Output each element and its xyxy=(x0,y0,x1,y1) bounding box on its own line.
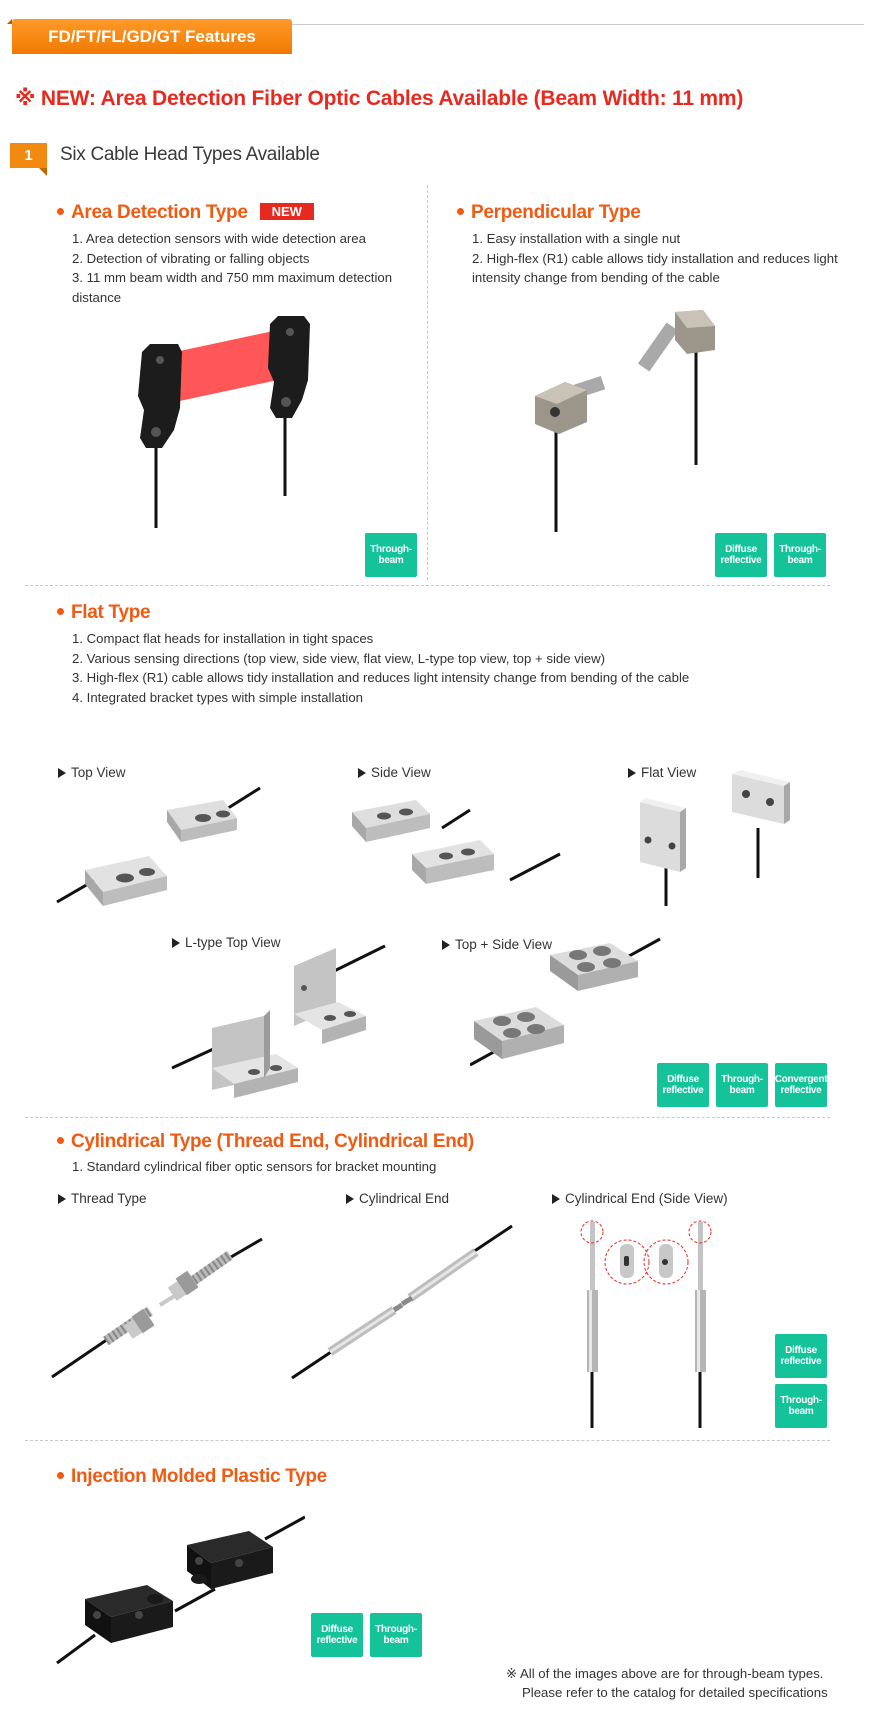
view-label-cyl-end: Cylindrical End xyxy=(346,1191,449,1206)
list-item: 4. Integrated bracket types with simple installation xyxy=(72,689,364,705)
tag-diffuse-reflective: Diffuse reflective xyxy=(657,1063,709,1107)
list-item: 2. Detection of vibrating or falling objects xyxy=(72,250,310,266)
cylindrical-end-image xyxy=(290,1210,515,1380)
tag-diffuse-reflective: Diffuse reflective xyxy=(775,1334,827,1378)
side-view-image xyxy=(350,770,570,900)
view-label-thread: Thread Type xyxy=(58,1191,147,1206)
thread-type-image xyxy=(50,1225,265,1385)
list-item: 3. High-flex (R1) cable allows tidy installation and reduces light intensity change from bending of the cable xyxy=(72,670,690,685)
flat-view-image xyxy=(630,768,800,908)
list-item: 1. Easy installation with a single nut xyxy=(472,231,681,246)
bullet-icon xyxy=(57,1137,64,1144)
triangle-icon xyxy=(442,940,450,950)
flat-title: Flat Type xyxy=(57,602,150,624)
view-label-side: Side View xyxy=(358,765,431,780)
section-number: 1 xyxy=(10,143,47,168)
header-rule xyxy=(270,24,864,25)
injection-molded-image xyxy=(55,1515,305,1665)
footnote-line-2: Please refer to the catalog for detailed specifications xyxy=(522,1685,828,1700)
triangle-icon xyxy=(346,1194,354,1204)
headline: ※ NEW: Area Detection Fiber Optic Cables Available (Beam Width: 11 mm) xyxy=(15,87,744,110)
area-title: Area Detection Type NEW xyxy=(57,202,314,224)
tag-diffuse-reflective: Diffuse reflective xyxy=(311,1613,363,1657)
list-item: 2. Various sensing directions (top view, side view, flat view, L-type top view, top + side view) xyxy=(72,650,606,666)
list-item: 1. Area detection sensors with wide detection area xyxy=(72,231,366,246)
triangle-icon xyxy=(552,1194,560,1204)
view-label-ltype: L-type Top View xyxy=(172,935,281,950)
top-view-image xyxy=(55,770,270,910)
column-divider xyxy=(427,185,428,580)
view-label-cyl-side: Cylindrical End (Side View) xyxy=(552,1191,728,1206)
new-badge: NEW xyxy=(260,203,314,220)
footnote xyxy=(506,1664,828,1702)
section-divider xyxy=(25,1440,830,1441)
tag-through-beam: Through-beam xyxy=(365,533,417,577)
view-label-top: Top View xyxy=(58,765,126,780)
view-label-top-side: Top + Side View xyxy=(442,937,552,952)
bullet-icon xyxy=(57,208,64,215)
section-divider xyxy=(25,1117,830,1118)
footnote-line-1: ※ All of the images above are for through-beam types. xyxy=(506,1666,824,1681)
ltype-top-view-image xyxy=(170,918,390,1098)
tag-convergent-reflective: Convergent reflective xyxy=(775,1063,827,1107)
area-list xyxy=(58,229,438,307)
bullet-icon xyxy=(57,1472,64,1479)
tag-diffuse-reflective: Diffuse reflective xyxy=(715,533,767,577)
cylindrical-list xyxy=(58,1157,818,1177)
flat-list xyxy=(58,629,818,707)
tag-through-beam: Through-beam xyxy=(370,1613,422,1657)
perpendicular-title: Perpendicular Type xyxy=(457,202,641,224)
tag-through-beam: Through-beam xyxy=(716,1063,768,1107)
perpendicular-list xyxy=(458,229,858,288)
view-label-flat: Flat View xyxy=(628,765,696,780)
bullet-icon xyxy=(457,208,464,215)
top-side-view-image xyxy=(470,925,670,1075)
list-item: 2. High-flex (R1) cable allows tidy installation and reduces light intensity change from bending of the cable xyxy=(472,250,838,285)
cylindrical-side-view-image xyxy=(570,1220,730,1430)
list-item: 1. Standard cylindrical fiber optic sensors for bracket mounting xyxy=(72,1159,437,1174)
bullet-icon xyxy=(57,608,64,615)
tag-through-beam: Through-beam xyxy=(775,1384,827,1428)
list-item: 1. Compact flat heads for installation in tight spaces xyxy=(72,631,374,646)
section-title: Six Cable Head Types Available xyxy=(60,144,320,165)
area-sensor-image xyxy=(120,300,340,530)
section-divider xyxy=(25,585,830,586)
triangle-icon xyxy=(58,1194,66,1204)
perpendicular-sensor-image xyxy=(525,300,745,535)
list-item: 3. 11 mm beam width and 750 mm maximum detection distance xyxy=(72,270,393,305)
tag-through-beam: Through-beam xyxy=(774,533,826,577)
cylindrical-title: Cylindrical Type (Thread End, Cylindrical End) xyxy=(57,1131,474,1153)
injection-title: Injection Molded Plastic Type xyxy=(57,1466,327,1488)
header-tab: FD/FT/FL/GD/GT Features xyxy=(12,19,292,54)
